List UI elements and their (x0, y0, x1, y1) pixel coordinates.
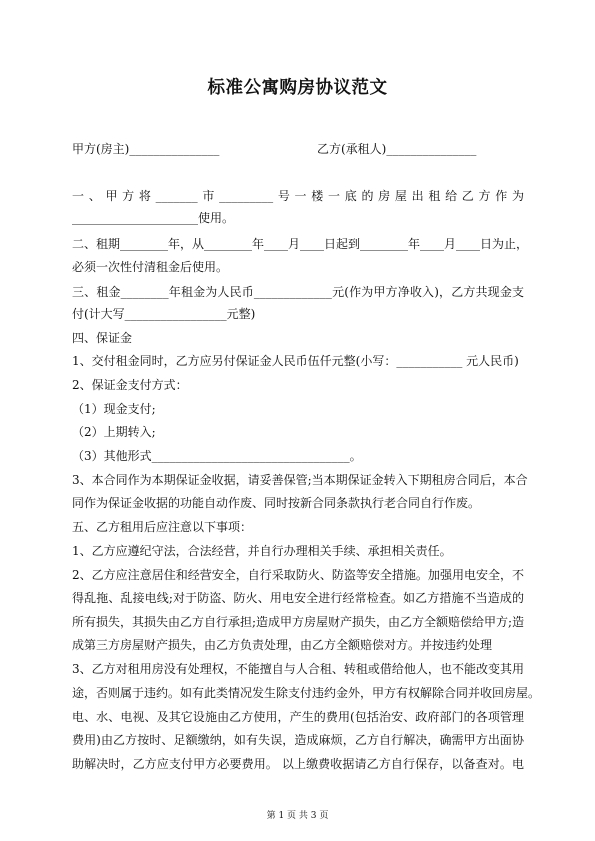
notice-item-2-line-2: 得乱拖、乱接电线;对于防盗、防火、用电安全进行经常检查。如乙方措施不当造成的 (72, 591, 524, 605)
document-title: 标准公寓购房协议范文 (207, 78, 388, 98)
page-number-footer: 第 1 页 共 3 页 (266, 811, 329, 821)
clause-2-line-1: 二、租期________年，从________年____月____日起到________年____月____日为止， (72, 237, 529, 251)
notice-item-3-line-5: 助解决时，乙方应支付甲方必要费用。 以上缴费收据请乙方自行保存，以备查对。电 (72, 757, 524, 771)
notice-item-2-line-3: 所有损失，其损失由乙方自行承担;造成甲方房屋财产损失，由乙方全额赔偿给甲方;造 (72, 615, 525, 629)
notice-item-3-line-1: 3、乙方对租用房没有处理权，不能擅自与人合租、转租或借给他人，也不能改变其用 (72, 662, 524, 676)
payment-option-2: （2）上期转入; (72, 425, 156, 439)
deposit-item-1: 1、交付租金同时，乙方应另付保证金人民币伍仟元整(小写：___________ 元人民币) (72, 354, 519, 368)
clause-1-line-1: 一、甲方将_______市_________号一楼一底的房屋出租给乙方作为 (72, 189, 524, 203)
notice-item-3-line-4: 费用)由乙方按时、足额缴纳，如有失误，造成麻烦，乙方自行解决，确需甲方出面协 (72, 733, 524, 747)
notice-item-2-line-4: 成第三方房屋财产损失，由乙方负责处理，由乙方全额赔偿对方。并按违约处理 (72, 638, 493, 652)
clause-1-line-2: _____________________使用。 (72, 211, 235, 225)
clause-2-line-2: 必须一次性付清租金后使用。 (72, 260, 229, 274)
section-5-heading: 五、乙方租用后应注意以下事项： (72, 520, 253, 534)
payment-option-3: （3）其他形式_________________________________。 (72, 449, 362, 463)
deposit-item-3-line-2: 同作为保证金收据的功能自动作废、同时按新合同条款执行老合同自行作废。 (72, 496, 481, 510)
deposit-item-2: 2、保证金支付方式： (72, 378, 188, 392)
party-a-field: 甲方(房主)_______________ (72, 142, 220, 156)
payment-option-1: （1）现金支付; (72, 402, 156, 416)
notice-item-3-line-2: 途，否则属于违约。如有此类情况发生除支付违约金外，甲方有权解除合同并收回房屋。 (72, 686, 541, 700)
notice-item-2-line-1: 2、乙方应注意居住和经营安全，自行采取防火、防盗等安全措施。加强用电安全，不 (72, 568, 524, 582)
deposit-item-3-line-1: 3、本合同作为本期保证金收据，请妥善保管;当本期保证金转入下期租房合同后，本合 (72, 473, 528, 487)
section-4-heading: 四、保证金 (72, 331, 133, 345)
clause-3-line-1: 三、租金________年租金为人民币_____________元(作为甲方净收入)，乙方共现金支 (72, 285, 524, 299)
party-b-field: 乙方(承租人)_______________ (317, 142, 477, 156)
notice-item-1: 1、乙方应遵纪守法，合法经营，并自行办理相关手续、承担相关责任。 (72, 544, 452, 558)
notice-item-3-line-3: 电、水、电视、及其它设施由乙方使用，产生的费用(包括治安、政府部门的各项管理 (72, 710, 524, 724)
clause-3-line-2: 付(计大写_________________元整) (72, 307, 256, 321)
